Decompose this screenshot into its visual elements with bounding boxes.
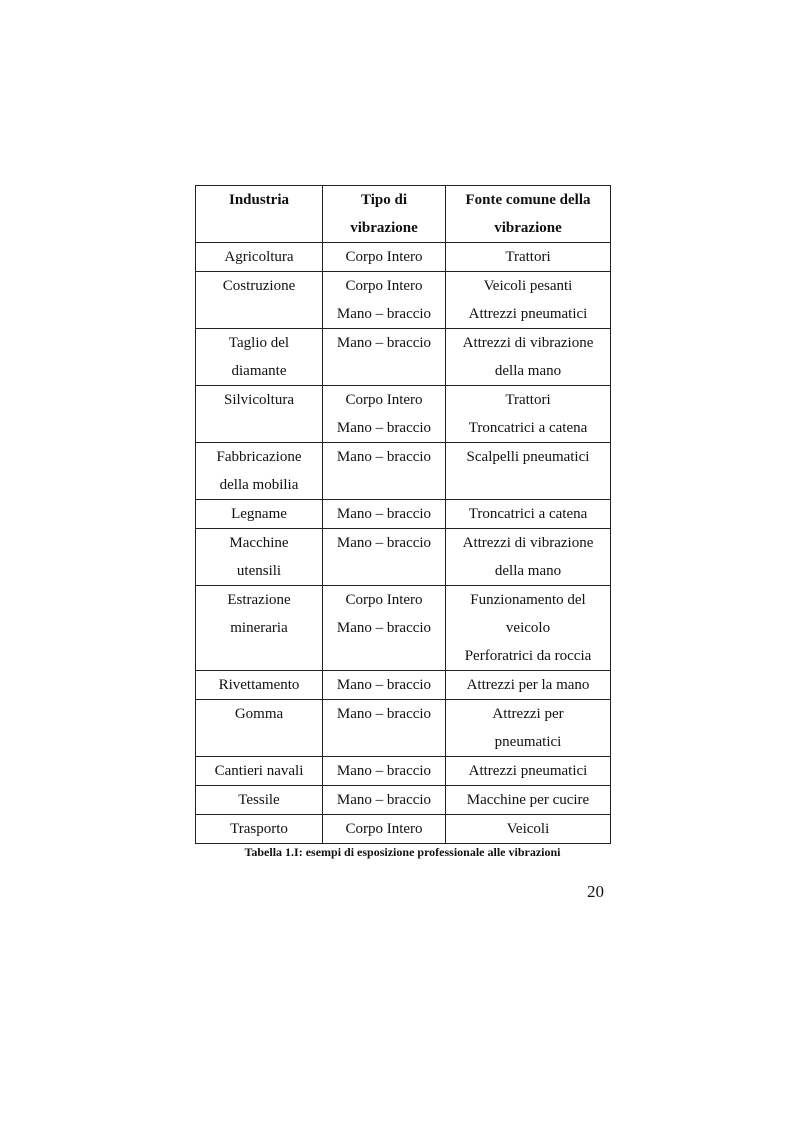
cell-fonte-comune	[446, 529, 611, 586]
cell-industria	[196, 272, 323, 329]
cell-line: Corpo Intero	[345, 392, 423, 408]
cell-fonte-comune	[446, 671, 611, 700]
cell-line: della mano	[494, 563, 562, 579]
cell-line: Mano – braccio	[336, 706, 432, 722]
cell-tipo-vibrazione	[323, 443, 446, 500]
cell-industria	[196, 243, 323, 272]
header-line: Tipo di	[360, 192, 407, 208]
header-tipo-vibrazione	[323, 186, 446, 243]
cell-tipo-vibrazione	[323, 243, 446, 272]
header-industria	[196, 186, 323, 243]
cell-line: pneumatici	[494, 734, 562, 750]
cell-tipo-vibrazione	[323, 815, 446, 844]
cell-line: Funzionamento del	[470, 592, 586, 608]
cell-fonte-comune	[446, 443, 611, 500]
table-row	[196, 329, 611, 386]
table-row	[196, 786, 611, 815]
table-row	[196, 757, 611, 786]
cell-line: Mano – braccio	[336, 792, 432, 808]
cell-line: veicolo	[505, 620, 551, 636]
cell-line: Mano – braccio	[336, 449, 432, 465]
cell-line: Scalpelli pneumatici	[466, 449, 590, 465]
header-line: vibrazione	[494, 220, 562, 236]
table-row	[196, 671, 611, 700]
table-row	[196, 700, 611, 757]
cell-line: Troncatrici a catena	[468, 506, 588, 522]
table-body	[196, 243, 611, 844]
cell-line: Attrezzi per la mano	[466, 677, 590, 693]
cell-industria	[196, 500, 323, 529]
cell-fonte-comune	[446, 329, 611, 386]
cell-line: Agricoltura	[224, 249, 294, 265]
cell-fonte-comune	[446, 386, 611, 443]
cell-line: Trasporto	[230, 821, 288, 837]
cell-fonte-comune	[446, 500, 611, 529]
cell-line: Trattori	[505, 249, 551, 265]
cell-line: Perforatrici da roccia	[464, 648, 592, 664]
cell-tipo-vibrazione	[323, 529, 446, 586]
cell-industria	[196, 786, 323, 815]
header-line: Fonte comune della	[465, 192, 591, 208]
table-row	[196, 586, 611, 671]
table-row	[196, 500, 611, 529]
cell-line: utensili	[236, 563, 282, 579]
vibration-exposure-table	[195, 185, 611, 844]
cell-industria	[196, 443, 323, 500]
cell-line: Attrezzi di vibrazione	[462, 335, 594, 351]
cell-line: Mano – braccio	[336, 420, 432, 436]
cell-industria	[196, 700, 323, 757]
cell-line: Costruzione	[222, 278, 296, 294]
cell-fonte-comune	[446, 586, 611, 671]
cell-line: mineraria	[230, 620, 288, 636]
cell-industria	[196, 757, 323, 786]
table-row	[196, 815, 611, 844]
table-row	[196, 386, 611, 443]
cell-line: Attrezzi di vibrazione	[462, 535, 594, 551]
cell-fonte-comune	[446, 272, 611, 329]
cell-line: Corpo Intero	[345, 821, 423, 837]
cell-line: Mano – braccio	[336, 506, 432, 522]
cell-line: Taglio del	[228, 335, 290, 351]
cell-line: Mano – braccio	[336, 306, 432, 322]
cell-line: Trattori	[505, 392, 551, 408]
cell-line: della mobilia	[219, 477, 299, 493]
table-row	[196, 243, 611, 272]
cell-line: Mano – braccio	[336, 677, 432, 693]
table-row	[196, 272, 611, 329]
cell-line: della mano	[494, 363, 562, 379]
cell-line: Mano – braccio	[336, 535, 432, 551]
cell-line: Legname	[231, 506, 287, 522]
header-fonte-comune	[446, 186, 611, 243]
cell-fonte-comune	[446, 700, 611, 757]
cell-industria	[196, 671, 323, 700]
table-row	[196, 443, 611, 500]
header-line: Industria	[228, 192, 290, 208]
cell-tipo-vibrazione	[323, 671, 446, 700]
cell-line: Macchine per cucire	[466, 792, 590, 808]
cell-industria	[196, 329, 323, 386]
cell-line: Macchine	[229, 535, 289, 551]
cell-tipo-vibrazione	[323, 500, 446, 529]
cell-industria	[196, 529, 323, 586]
cell-line: diamante	[231, 363, 287, 379]
cell-fonte-comune	[446, 786, 611, 815]
cell-industria	[196, 815, 323, 844]
cell-line: Silvicoltura	[224, 392, 294, 408]
cell-line: Corpo Intero	[345, 249, 423, 265]
cell-line: Estrazione	[227, 592, 291, 608]
cell-line: Troncatrici a catena	[468, 420, 588, 436]
cell-line: Mano – braccio	[336, 763, 432, 779]
cell-line: Attrezzi per	[492, 706, 564, 722]
table-row	[196, 529, 611, 586]
cell-line: Attrezzi pneumatici	[468, 763, 588, 779]
cell-line: Cantieri navali	[214, 763, 304, 779]
table-caption: Tabella 1.I: esempi di esposizione professionale alle vibrazioni	[244, 845, 561, 859]
cell-line: Gomma	[234, 706, 284, 722]
cell-tipo-vibrazione	[323, 700, 446, 757]
cell-line: Tessile	[238, 792, 280, 808]
cell-tipo-vibrazione	[323, 329, 446, 386]
cell-line: Corpo Intero	[345, 278, 423, 294]
cell-tipo-vibrazione	[323, 272, 446, 329]
cell-line: Attrezzi pneumatici	[468, 306, 588, 322]
header-line: vibrazione	[350, 220, 418, 236]
cell-tipo-vibrazione	[323, 757, 446, 786]
cell-tipo-vibrazione	[323, 586, 446, 671]
cell-industria	[196, 586, 323, 671]
cell-line: Mano – braccio	[336, 335, 432, 351]
cell-industria	[196, 386, 323, 443]
cell-line: Veicoli	[506, 821, 550, 837]
cell-line: Corpo Intero	[345, 592, 423, 608]
cell-line: Rivettamento	[218, 677, 300, 693]
cell-tipo-vibrazione	[323, 786, 446, 815]
cell-fonte-comune	[446, 757, 611, 786]
cell-fonte-comune	[446, 815, 611, 844]
cell-line: Veicoli pesanti	[483, 278, 573, 294]
cell-line: Mano – braccio	[336, 620, 432, 636]
cell-line: Fabbricazione	[216, 449, 302, 465]
page-number: 20	[587, 882, 604, 901]
cell-fonte-comune	[446, 243, 611, 272]
table-header-row	[196, 186, 611, 243]
cell-tipo-vibrazione	[323, 386, 446, 443]
